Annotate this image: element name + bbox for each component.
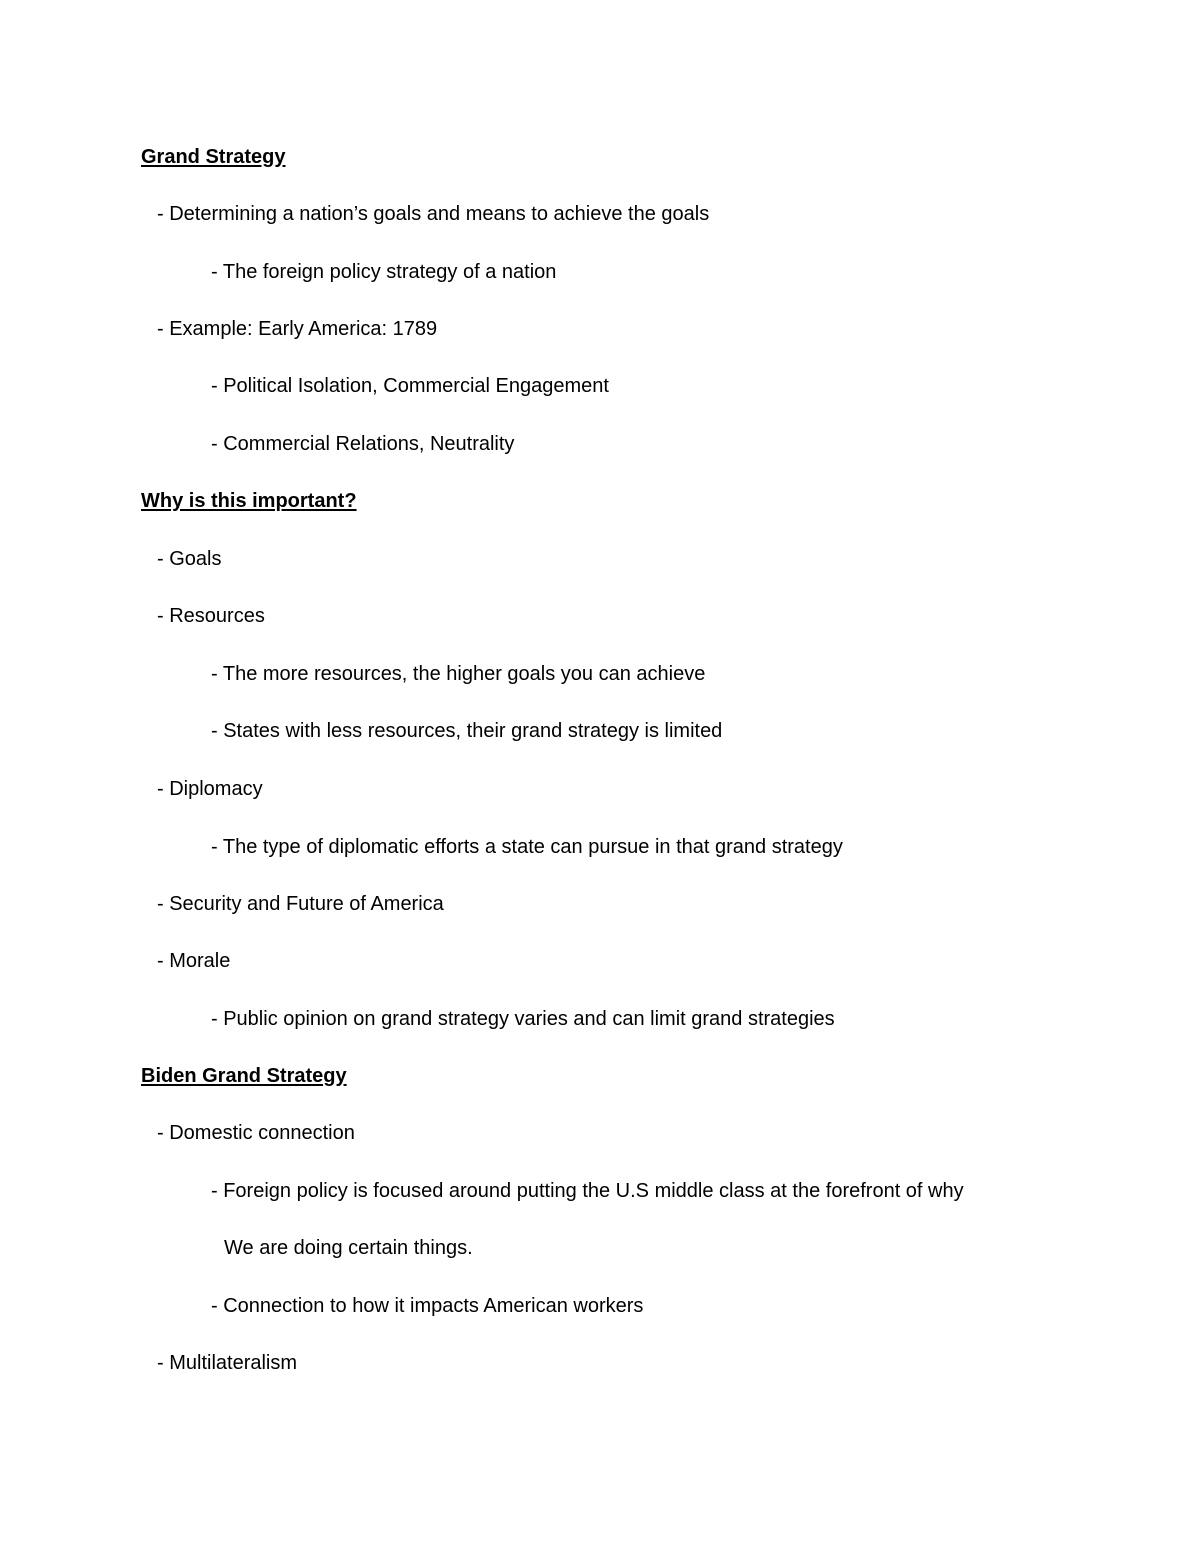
list-item: - Goals: [157, 548, 222, 570]
list-item: - Public opinion on grand strategy varies and can limit grand strategies: [211, 1008, 835, 1030]
list-item: - Connection to how it impacts American workers: [211, 1295, 644, 1317]
list-item: - Security and Future of America: [157, 893, 444, 915]
list-item: - Multilateralism: [157, 1352, 298, 1374]
list-item: - Morale: [157, 950, 231, 972]
list-item: - Diplomacy: [157, 778, 263, 800]
list-item: - Domestic connection: [157, 1122, 355, 1144]
list-item: - The foreign policy strategy of a nation: [211, 261, 557, 283]
list-item: - The more resources, the higher goals you can achieve: [211, 663, 706, 685]
section-heading-why-important: Why is this important?: [141, 490, 357, 512]
list-item-continuation: We are doing certain things.: [224, 1237, 473, 1259]
list-item: - Foreign policy is focused around putting the U.S middle class at the forefront of why: [211, 1180, 964, 1202]
list-item: - Example: Early America: 1789: [157, 318, 438, 340]
section-heading-biden-grand-strategy: Biden Grand Strategy: [141, 1065, 347, 1087]
list-item: - Commercial Relations, Neutrality: [211, 433, 515, 455]
list-item: - Resources: [157, 605, 265, 627]
list-item: - Determining a nation’s goals and means to achieve the goals: [157, 203, 710, 225]
section-heading-grand-strategy: Grand Strategy: [141, 146, 286, 168]
list-item: - The type of diplomatic efforts a state can pursue in that grand strategy: [211, 836, 843, 858]
list-item: - States with less resources, their grand strategy is limited: [211, 720, 723, 742]
list-item: - Political Isolation, Commercial Engagement: [211, 375, 609, 397]
